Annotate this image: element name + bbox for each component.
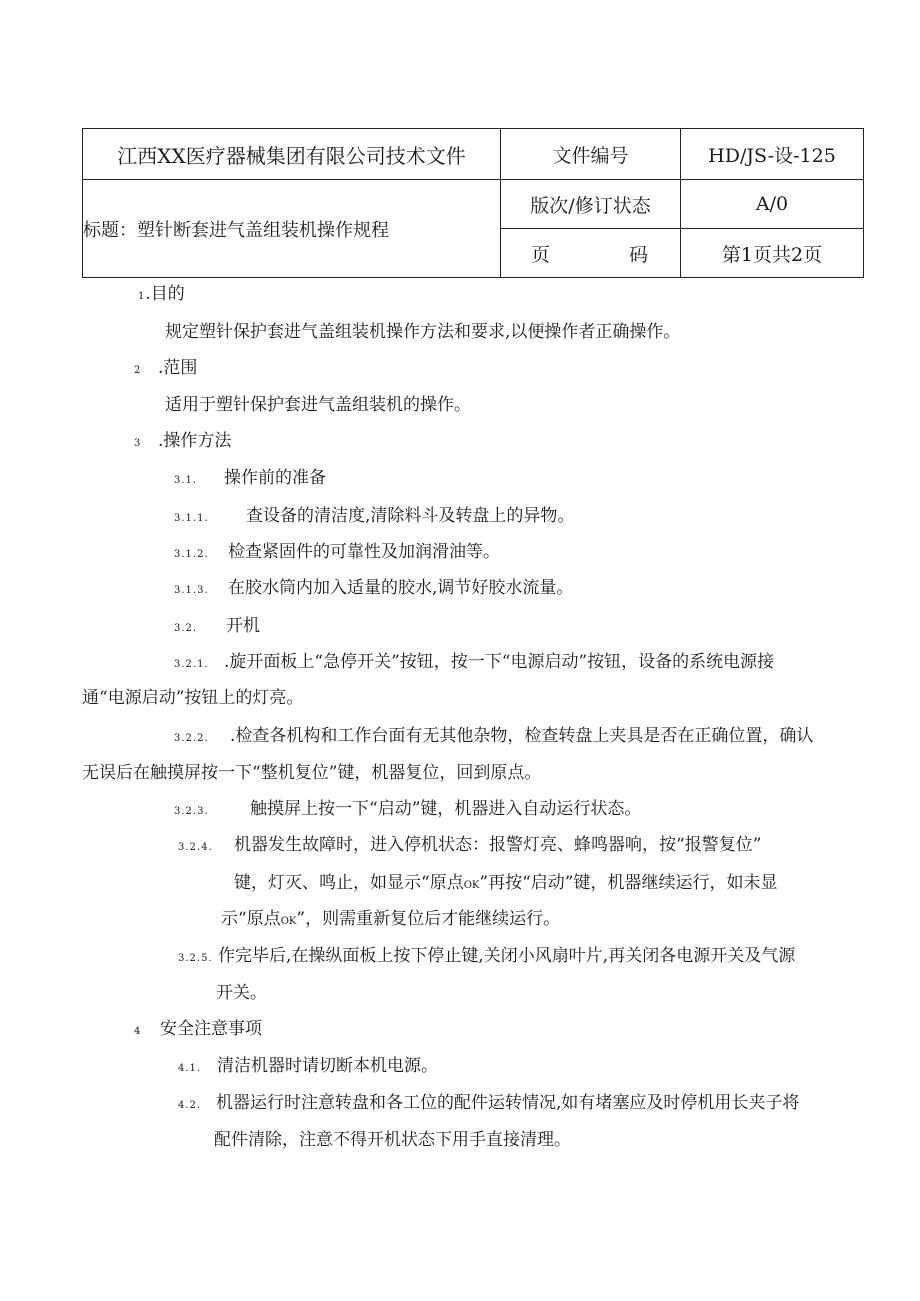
- document-header-table: [82, 128, 864, 278]
- item-text: 在胶水筒内加入适量的胶水,调节好胶水流量。: [228, 578, 574, 598]
- item-text: 机器发生故障时，进入停机状态：报警灯亮、蜂鸣器响，按“报警复位”: [234, 835, 762, 855]
- page-label-part-1: 页: [531, 243, 551, 266]
- section-2-heading: [134, 356, 197, 383]
- section-number: 2: [134, 365, 142, 376]
- doc-number: HD/JS-设-125: [681, 129, 864, 180]
- item-4-2-cont: 配件清除，注意不得开机状态下用手直接清理。: [214, 1130, 571, 1150]
- section-4-heading: [134, 1017, 262, 1044]
- item-3-2-2-cont: 无误后在触摸屏按一下“整机复位”键，机器复位，回到原点。: [82, 763, 542, 783]
- section-3-heading: [134, 429, 231, 456]
- subsection-3-1: [174, 466, 326, 493]
- item-text: 触摸屏上按一下“启动”键，机器进入自动运行状态。: [250, 799, 642, 819]
- item-number: 3.1.2.: [174, 549, 209, 560]
- item-3-2-1-cont: 通“电源启动”按钮上的灯亮。: [82, 688, 304, 708]
- item-number: 3.2.5.: [178, 953, 213, 964]
- item-4-2: [178, 1091, 799, 1118]
- page-value: 第1页共2页: [681, 229, 864, 278]
- item-3-1-3: [174, 576, 573, 603]
- ok-text: OK: [463, 880, 480, 891]
- item-number: 4.1.: [178, 1063, 202, 1074]
- revision-label: 版次/修订状态: [501, 180, 681, 229]
- item-number: 4.2.: [178, 1100, 202, 1111]
- item-3-2-2: [174, 724, 813, 751]
- section-title: .目的: [145, 284, 185, 304]
- company-title: 江西XX医疗器械集团有限公司技术文件: [83, 129, 501, 180]
- item-text: 清洁机器时请切断本机电源。: [217, 1056, 438, 1076]
- item-3-2-4: [178, 833, 761, 860]
- item-number: 3.2.2.: [174, 733, 209, 744]
- item-number: 3.2.1.: [174, 659, 209, 670]
- item-4-1: [178, 1054, 438, 1081]
- subsection-3-2: [174, 614, 260, 641]
- item-3-2-5-cont: 开关。: [216, 983, 267, 1003]
- item-text: 开机: [226, 616, 260, 636]
- section-title: .范围: [158, 358, 198, 378]
- item-3-2-4-cont-2: [221, 907, 560, 934]
- item-3-1-1: [174, 504, 574, 531]
- paragraph: 规定塑针保护套进气盖组装机操作方法和要求,以便操作者正确操作。: [165, 322, 681, 342]
- text-part: 键，灯灭、鸣止，如显示“原点: [234, 873, 464, 893]
- item-3-2-4-cont-1: [234, 871, 777, 898]
- item-text: 检查紧固件的可靠性及加润滑油等。: [228, 542, 500, 562]
- section-title: 安全注意事项: [160, 1019, 262, 1039]
- item-3-2-3: [174, 797, 641, 824]
- section-1-heading: [138, 282, 185, 309]
- section-number: 1: [138, 291, 146, 302]
- ok-text: OK: [280, 916, 297, 927]
- item-3-2-1: [174, 650, 774, 677]
- doc-number-label: 文件编号: [501, 129, 681, 180]
- item-number: 3.1.1.: [174, 513, 209, 524]
- page-label-part-2: 码: [628, 243, 648, 266]
- section-number: 3: [134, 438, 142, 449]
- item-text: 查设备的清洁度,清除料斗及转盘上的异物。: [246, 506, 575, 526]
- paragraph: 适用于塑针保护套进气盖组装机的操作。: [165, 395, 471, 415]
- item-number: 3.2.4.: [178, 842, 213, 853]
- doc-title: 标题：塑针断套进气盖组装机操作规程: [83, 180, 501, 278]
- item-text: 机器运行时注意转盘和各工位的配件运转情况,如有堵塞应及时停机用长夹子将: [216, 1093, 800, 1113]
- item-number: 3.2.: [174, 623, 198, 634]
- item-text: 作完毕后,在操纵面板上按下停止键,关闭小风扇叶片,再关闭各电源开关及气源: [218, 946, 796, 966]
- item-number: 3.1.3.: [174, 585, 209, 596]
- item-text: 操作前的准备: [224, 468, 326, 488]
- item-text: .旋开面板上“急停开关”按钮，按一下“电源启动”按钮，设备的系统电源接: [224, 652, 775, 672]
- section-number: 4: [134, 1026, 142, 1037]
- item-number: 3.1.: [174, 475, 198, 486]
- text-part: ”再按“启动”键，机器继续运行，如未显: [479, 873, 778, 893]
- item-3-2-5: [178, 944, 795, 971]
- section-title: .操作方法: [158, 431, 232, 451]
- text-part: 示“原点: [221, 909, 281, 929]
- text-part: ”，则需重新复位后才能继续运行。: [296, 909, 561, 929]
- revision-value: A/0: [681, 180, 864, 229]
- item-number: 3.2.3.: [174, 806, 209, 817]
- item-3-1-2: [174, 540, 500, 567]
- page-label: [501, 229, 681, 278]
- item-text: .检查各机构和工作台面有无其他杂物，检查转盘上夹具是否在正确位置，确认: [230, 726, 814, 746]
